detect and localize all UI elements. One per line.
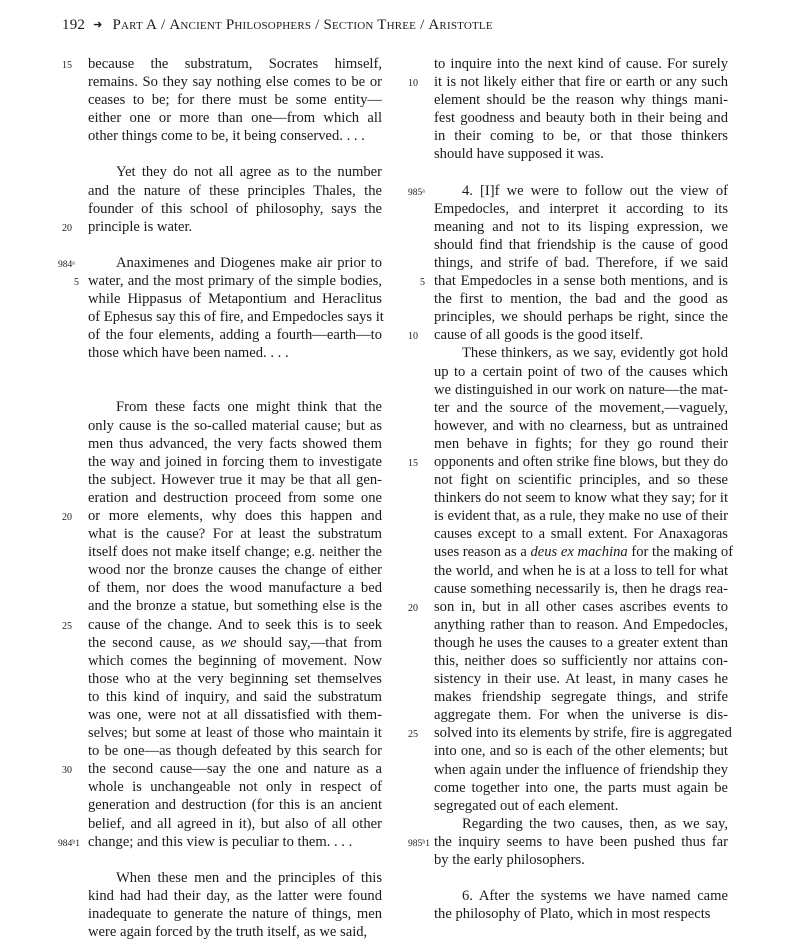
- text-line: Yet they do not all agree as to the number: [116, 164, 382, 181]
- text-line: should find that friendship is the cause of good: [434, 236, 728, 253]
- line-number: 30: [62, 765, 72, 777]
- paragraph: [408, 815, 728, 869]
- text-line: wood nor the bronze causes the change of either: [88, 562, 382, 579]
- text-line: not fight on scientific principles, and so these: [434, 472, 728, 489]
- text-line: is evident that, as a rule, they make no use of their: [434, 508, 728, 525]
- text-line: aggregate them. For when the universe is dis-: [434, 707, 728, 724]
- text-line: to this kind of inquiry, and said the substratum: [88, 688, 382, 705]
- paragraph: [58, 254, 384, 363]
- paragraph: [58, 398, 382, 850]
- line-number: 15: [408, 457, 418, 469]
- text-line: ter and the source of the movement,—vaguely,: [434, 399, 728, 416]
- text-line: solved into its elements by strife, fire is aggregated 25: [434, 724, 728, 742]
- text-line: founder of this school of philosophy, says the: [88, 200, 382, 217]
- text-line: that Empedocles in a sense both mentions, and is 5: [434, 272, 728, 290]
- text-line: 6. After the systems we have named came: [462, 888, 728, 905]
- text-line: however, and with no clearness, but as untrained: [434, 417, 728, 434]
- bekker-reference: 984ᵇ1: [58, 838, 80, 849]
- paragraph: [88, 869, 382, 941]
- paragraph: [62, 55, 382, 145]
- page-number: 192: [62, 17, 86, 33]
- paragraph-gap: [88, 145, 382, 163]
- text-line: opponents and often strike fine blows, but they do 15: [434, 453, 728, 471]
- text-line: whole is unchangeable not only in respect of: [88, 779, 382, 796]
- text-line: those which have been named. . . .: [88, 345, 289, 362]
- text-line: segregated out of each element.: [434, 797, 619, 814]
- right-column: [408, 55, 734, 923]
- text-line: should have supposed it was.: [434, 146, 604, 163]
- text-line: because the substratum, Socrates himself, 15: [88, 55, 382, 73]
- text-line: causes except to a small extent. For Anaxagoras: [434, 526, 728, 543]
- bekker-reference: 984ᵃ: [58, 259, 75, 270]
- text-line: principles, we should perhaps be right, since the: [434, 309, 728, 326]
- section-number: 6.: [462, 888, 479, 905]
- text-line: the second cause, as we should say,—that from: [88, 634, 382, 651]
- text-line: itself does not make itself change; e.g. neither the: [88, 544, 382, 561]
- text-line: belief, and all agreed in it), but also of all other: [88, 815, 382, 832]
- paragraph-gap: [88, 236, 382, 254]
- header-separator: /: [420, 17, 425, 33]
- text-line: when again under the influence of friendship they: [434, 761, 728, 778]
- line-number: 25: [62, 620, 72, 632]
- text-line: though he uses the causes to a greater extent than: [434, 634, 728, 651]
- text-line: in their coming to be, or that those thinkers: [434, 128, 728, 145]
- text-line: men thus advanced, the very facts showed them: [88, 435, 382, 452]
- text-line: These thinkers, as we say, evidently got hold: [462, 345, 728, 362]
- text-line: meaning and not to its lisping expression, we: [434, 218, 728, 235]
- text-line: this, neither does so sufficiently nor attains con-: [434, 653, 728, 669]
- text-line: or more elements, why does this happen and 20: [88, 507, 382, 525]
- text-line: selves; but some at least of those who maintain it: [88, 725, 382, 742]
- line-number: 10: [408, 331, 418, 343]
- paragraph: [434, 887, 728, 923]
- text-line: principle is water. 20: [88, 218, 382, 236]
- text-line: Empedocles, and interpret it according to its: [434, 200, 728, 217]
- text-line: into one, and so is each of the other elements; but: [434, 743, 728, 760]
- running-header: [62, 17, 493, 34]
- text-line: only cause is the so-called material cause; but as: [88, 417, 382, 434]
- line-number: 20: [408, 602, 418, 614]
- text-line: what is the cause? For at least the substratum: [88, 526, 382, 543]
- paragraph: [408, 344, 734, 814]
- text-line: to inquire into the next kind of cause. For surely: [434, 56, 728, 72]
- text-line: cause something necessarily is, then he drags rea-: [434, 580, 728, 597]
- text-line: anything rather than to reason. And Empedocles,: [434, 616, 728, 633]
- text-line: those who at the very beginning set themselves: [88, 670, 382, 687]
- text-line: we distinguished in our work on nature—the mat-: [434, 381, 728, 398]
- text-line: water, and the most primary of the simple bodies, 5: [88, 272, 382, 290]
- text-line: thinkers do not seem to know what they say; for it: [434, 490, 728, 507]
- text-line: sistency in their use. At least, in many cases he: [434, 671, 728, 688]
- paragraph-gap: [434, 869, 728, 887]
- text-line: the inquiry seems to have been pushed thus far 985ᵇ1: [434, 833, 728, 851]
- text-line: kind had had their day, as the latter were found: [88, 887, 382, 904]
- text-line: When these men and the principles of this: [116, 869, 382, 886]
- header-separator: /: [315, 17, 320, 33]
- header-part: Part A: [112, 17, 158, 33]
- text-line: change; and this view is peculiar to them. . . . 984ᵇ1: [88, 833, 382, 851]
- left-column: [58, 55, 384, 941]
- bekker-reference: 985ᵇ1: [408, 838, 430, 849]
- text-line: and the bronze a statue, but something else is the: [88, 598, 382, 615]
- text-line: fest goodness and beauty both in their being and: [434, 110, 728, 127]
- paragraph: [408, 55, 728, 164]
- line-number: 15: [62, 60, 72, 71]
- text-line: up to a certain point of two of the causes which: [434, 363, 728, 380]
- text-line: element should be the reason why things mani-: [434, 92, 728, 109]
- text-line: Regarding the two causes, then, as we say,: [462, 815, 728, 832]
- line-number: 10: [408, 78, 418, 90]
- text-line: the subject. However true it may be that all gen-: [88, 471, 382, 488]
- section-number: 4.: [462, 182, 481, 199]
- text-line: was one, were not at all dissatisfied with them-: [88, 707, 382, 723]
- header-title: Ancient Philosophers: [169, 17, 312, 33]
- text-line: the world, and when he is at a loss to tell for what: [434, 562, 728, 579]
- text-line: of the four elements, adding a fourth—earth—to: [88, 327, 382, 344]
- line-number: 20: [62, 511, 72, 523]
- text-line: of Ephesus say this of fire, and Empedocles says it: [88, 309, 384, 326]
- text-line: of them, nor does the wood manufacture a bed: [88, 580, 382, 597]
- text-line: makes friendship segregate things, and strife: [434, 689, 728, 706]
- text-line: to be one—as though defeated by this search for: [88, 743, 382, 760]
- text-line: it is not likely either that fire or earth or any such 10: [434, 73, 728, 91]
- bekker-reference: 985ᵃ: [408, 187, 425, 198]
- text-line: by the early philosophers.: [434, 852, 585, 869]
- text-line: From these facts one might think that the: [116, 399, 382, 416]
- line-number: 5: [420, 277, 425, 289]
- text-line: and the nature of these principles Thales, the: [88, 182, 382, 199]
- text-line: other things come to be, it being conserved. . . .: [88, 128, 365, 145]
- text-line: Anaximenes and Diogenes make air prior to 984ᵃ: [88, 254, 382, 272]
- line-number: 25: [408, 729, 418, 741]
- text-line: while Hippasus of Metapontium and Heraclitus: [88, 291, 382, 308]
- paragraph: [408, 182, 729, 345]
- header-section: Section Three: [323, 17, 417, 33]
- paragraph-gap: [434, 164, 728, 182]
- text-line: ceases to be; for there must be some entity—: [88, 92, 382, 109]
- text-line: uses reason as a deus ex machina for the making of: [434, 544, 734, 561]
- line-number: 20: [62, 222, 72, 234]
- text-line: eration and destruction proceed from some one: [88, 489, 382, 506]
- text-line: men behave in fights; for they go round their: [434, 435, 728, 452]
- text-line: generation and destruction (for this is an ancient: [88, 797, 382, 814]
- text-line: which comes the beginning of movement. Now: [88, 652, 382, 669]
- text-line: son in, but in all other cases ascribes events to 20: [434, 598, 728, 616]
- text-line: things, and strife of bad. Therefore, if we said: [434, 254, 728, 271]
- text-line: the first to mention, the bad and the good as: [434, 291, 728, 308]
- text-line: either one or more than one—from which all: [88, 110, 382, 127]
- text-line: 4. [I]f we were to follow out the view of 985ᵃ: [434, 182, 728, 200]
- line-number: 5: [74, 276, 79, 288]
- text-line: remains. So they say nothing else comes to be or: [88, 74, 382, 91]
- header-separator: /: [161, 17, 166, 33]
- text-line: inadequate to generate the nature of things, men: [88, 905, 382, 922]
- text-line: the second cause—say the one and nature as a 30: [88, 760, 382, 778]
- text-line: the way and joined in forcing them to investigate: [88, 453, 382, 470]
- header-author: Aristotle: [428, 17, 493, 33]
- text-line: cause of all goods is the good itself. 10: [434, 326, 728, 344]
- arrow-icon: ➜: [93, 19, 103, 31]
- text-line: come together into one, the parts must again be: [434, 779, 728, 796]
- text-line: were again forced by the truth itself, as we said,: [88, 924, 368, 941]
- text-line: the philosophy of Plato, which in most respects: [434, 906, 711, 923]
- paragraph-gap: [88, 362, 382, 398]
- paragraph-gap: [88, 851, 382, 869]
- paragraph: [62, 163, 382, 235]
- text-line: cause of the change. And to seek this is to seek 25: [88, 616, 382, 634]
